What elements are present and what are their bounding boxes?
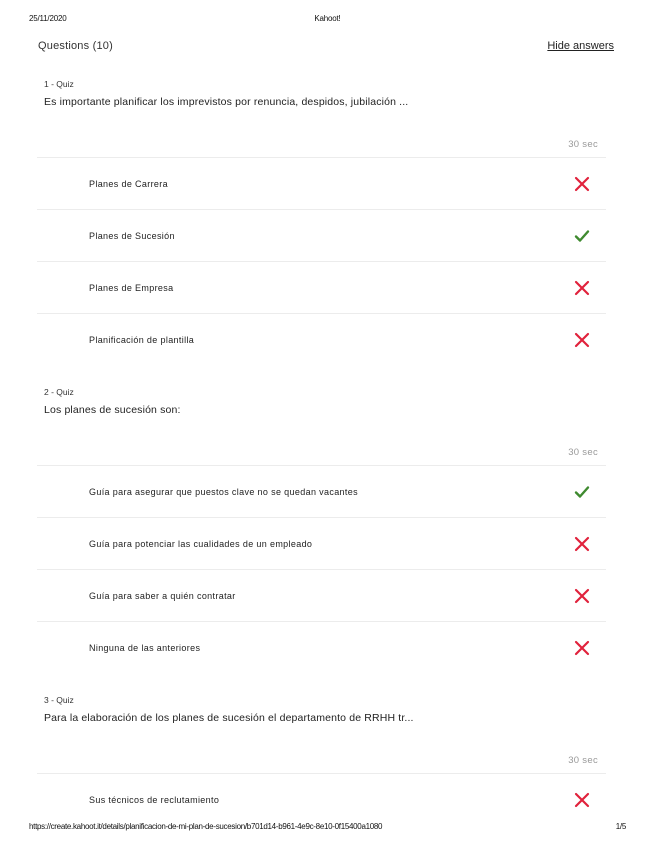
answer-text: Sus técnicos de reclutamiento	[89, 795, 220, 805]
cross-icon	[574, 536, 590, 552]
cross-icon	[574, 588, 590, 604]
hide-answers-link[interactable]: Hide answers	[547, 40, 614, 52]
question-number: 2 - Quiz	[44, 387, 74, 397]
question-text: Es importante planificar los imprevistos por renuncia, despidos, jubilación ...	[44, 96, 409, 108]
answer-text: Ninguna de las anteriores	[89, 643, 201, 653]
answer-text: Planes de Empresa	[89, 283, 174, 293]
question-text: Para la elaboración de los planes de sucesión el departamento de RRHH tr...	[44, 712, 414, 724]
cross-icon	[574, 280, 590, 296]
answer-row	[37, 157, 606, 210]
answer-text: Planes de Carrera	[89, 179, 168, 189]
answer-text: Guía para asegurar que puestos clave no se quedan vacantes	[89, 487, 358, 497]
question-time-limit: 30 sec	[568, 755, 598, 766]
answer-row	[37, 621, 606, 674]
cross-icon	[574, 640, 590, 656]
cross-icon	[574, 332, 590, 348]
answer-text: Guía para saber a quién contratar	[89, 591, 236, 601]
question-block	[37, 692, 606, 820]
questions-count-label: Questions (10)	[38, 40, 113, 52]
answer-text: Guía para potenciar las cualidades de un empleado	[89, 539, 313, 549]
questions-header	[38, 40, 614, 54]
print-url: https://create.kahoot.it/details/planificacion-de-mi-plan-de-sucesion/b701d14-b961-4e9c-8e10-0f15400a1080	[29, 822, 383, 831]
cross-icon	[574, 176, 590, 192]
answer-text: Planificación de plantilla	[89, 335, 195, 345]
answer-row	[37, 209, 606, 262]
answer-row	[37, 517, 606, 570]
check-icon	[574, 484, 590, 500]
question-number: 3 - Quiz	[44, 695, 74, 705]
check-icon	[574, 228, 590, 244]
print-page-title: Kahoot!	[314, 14, 341, 23]
question-block	[37, 76, 606, 366]
answer-text: Planes de Sucesión	[89, 231, 175, 241]
cross-icon	[574, 792, 590, 808]
question-text: Los planes de sucesión son:	[44, 404, 181, 416]
question-block	[37, 384, 606, 674]
answer-row	[37, 261, 606, 314]
print-footer	[29, 822, 626, 834]
answer-row	[37, 569, 606, 622]
answer-row	[37, 773, 606, 820]
print-date: 25/11/2020	[29, 14, 67, 23]
question-number: 1 - Quiz	[44, 79, 74, 89]
question-time-limit: 30 sec	[568, 139, 598, 150]
answer-row	[37, 465, 606, 518]
question-time-limit: 30 sec	[568, 447, 598, 458]
print-header	[29, 14, 626, 26]
page-number: 1/5	[615, 822, 626, 831]
answer-row	[37, 313, 606, 366]
